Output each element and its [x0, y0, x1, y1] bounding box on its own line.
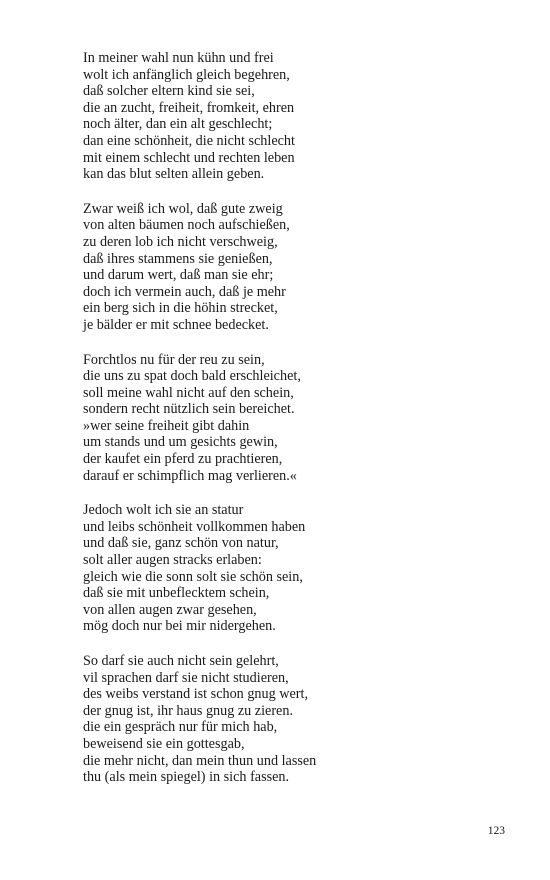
stanza-4	[83, 502, 523, 635]
poem-line: »wer seine freiheit gibt dahin	[83, 417, 250, 434]
poem-line: die mehr nicht, dan mein thun und lassen	[83, 752, 317, 769]
poem-line: Jedoch wolt ich sie an statur	[83, 502, 244, 519]
poem-line: von alten bäumen noch aufschießen,	[83, 217, 290, 234]
poem-line: solt aller augen stracks erlaben:	[83, 552, 262, 569]
poem-line: die ein gespräch nur für mich hab,	[83, 719, 278, 736]
poem-line: vil sprachen darf sie nicht studieren,	[83, 669, 289, 686]
poem-line: So darf sie auch nicht sein gelehrt,	[83, 653, 279, 669]
poem-line: der kaufet ein pferd zu prachtieren,	[83, 451, 283, 468]
poem-line: soll meine wahl nicht auf den schein,	[83, 384, 294, 401]
poem-line: zu deren lob ich nicht verschweig,	[83, 233, 278, 250]
poem-line: und daß sie, ganz schön von natur,	[83, 535, 279, 552]
poem-line: kan das blut selten allein geben.	[83, 166, 265, 183]
poem-line: noch älter, dan ein alt geschlecht;	[83, 116, 273, 133]
poem-line: sondern recht nützlich sein bereichet.	[83, 401, 295, 418]
poem-line: und darum wert, daß man sie ehr;	[83, 267, 274, 284]
poem-text	[83, 50, 523, 804]
poem-line: In meiner wahl nun kühn und frei	[83, 50, 274, 66]
poem-line: doch ich vermein auch, daß je mehr	[83, 283, 286, 300]
poem-line: Forchtlos nu für der reu zu sein,	[83, 351, 265, 368]
poem-line: je bälder er mit schnee bedecket.	[83, 316, 269, 333]
poem-line: thu (als mein spiegel) in sich fassen.	[83, 769, 290, 786]
poem-line: Zwar weiß ich wol, daß gute zweig	[83, 200, 283, 217]
stanza-1	[83, 50, 523, 183]
poem-line: des weibs verstand ist schon gnug wert,	[83, 686, 308, 703]
poem-line: um stands und um gesichts gewin,	[83, 434, 278, 451]
poem-line: ein berg sich in die höhin strecket,	[83, 300, 278, 317]
poem-line: dan eine schönheit, die nicht schlecht	[83, 132, 295, 149]
poem-line: daß solcher eltern kind sie sei,	[83, 83, 255, 100]
poem-line: die an zucht, freiheit, fromkeit, ehren	[83, 99, 295, 116]
stanza-5	[83, 653, 523, 786]
stanza-3	[83, 352, 523, 485]
poem-line: beweisend sie ein gottesgab,	[83, 735, 245, 752]
poem-line: gleich wie die sonn solt sie schön sein,	[83, 568, 303, 585]
poem-line: darauf er schimpflich mag verlieren.«	[83, 467, 297, 484]
poem-line: die uns zu spat doch bald erschleichet,	[83, 368, 301, 385]
stanza-2	[83, 201, 523, 334]
poem-line: mög doch nur bei mir nidergehen.	[83, 618, 276, 635]
poem-line: mit einem schlecht und rechten leben	[83, 149, 295, 166]
poem-line: daß ihres stammens sie genießen,	[83, 250, 273, 267]
poem-line: daß sie mit unbeflecktem schein,	[83, 585, 270, 602]
poem-line: wolt ich anfänglich gleich begehren,	[83, 66, 290, 83]
poem-line: von allen augen zwar gesehen,	[83, 601, 257, 618]
poem-line: der gnug ist, ihr haus gnug zu zieren.	[83, 702, 293, 719]
page-number: 123	[487, 825, 505, 837]
poem-line: und leibs schönheit vollkommen haben	[83, 518, 306, 535]
